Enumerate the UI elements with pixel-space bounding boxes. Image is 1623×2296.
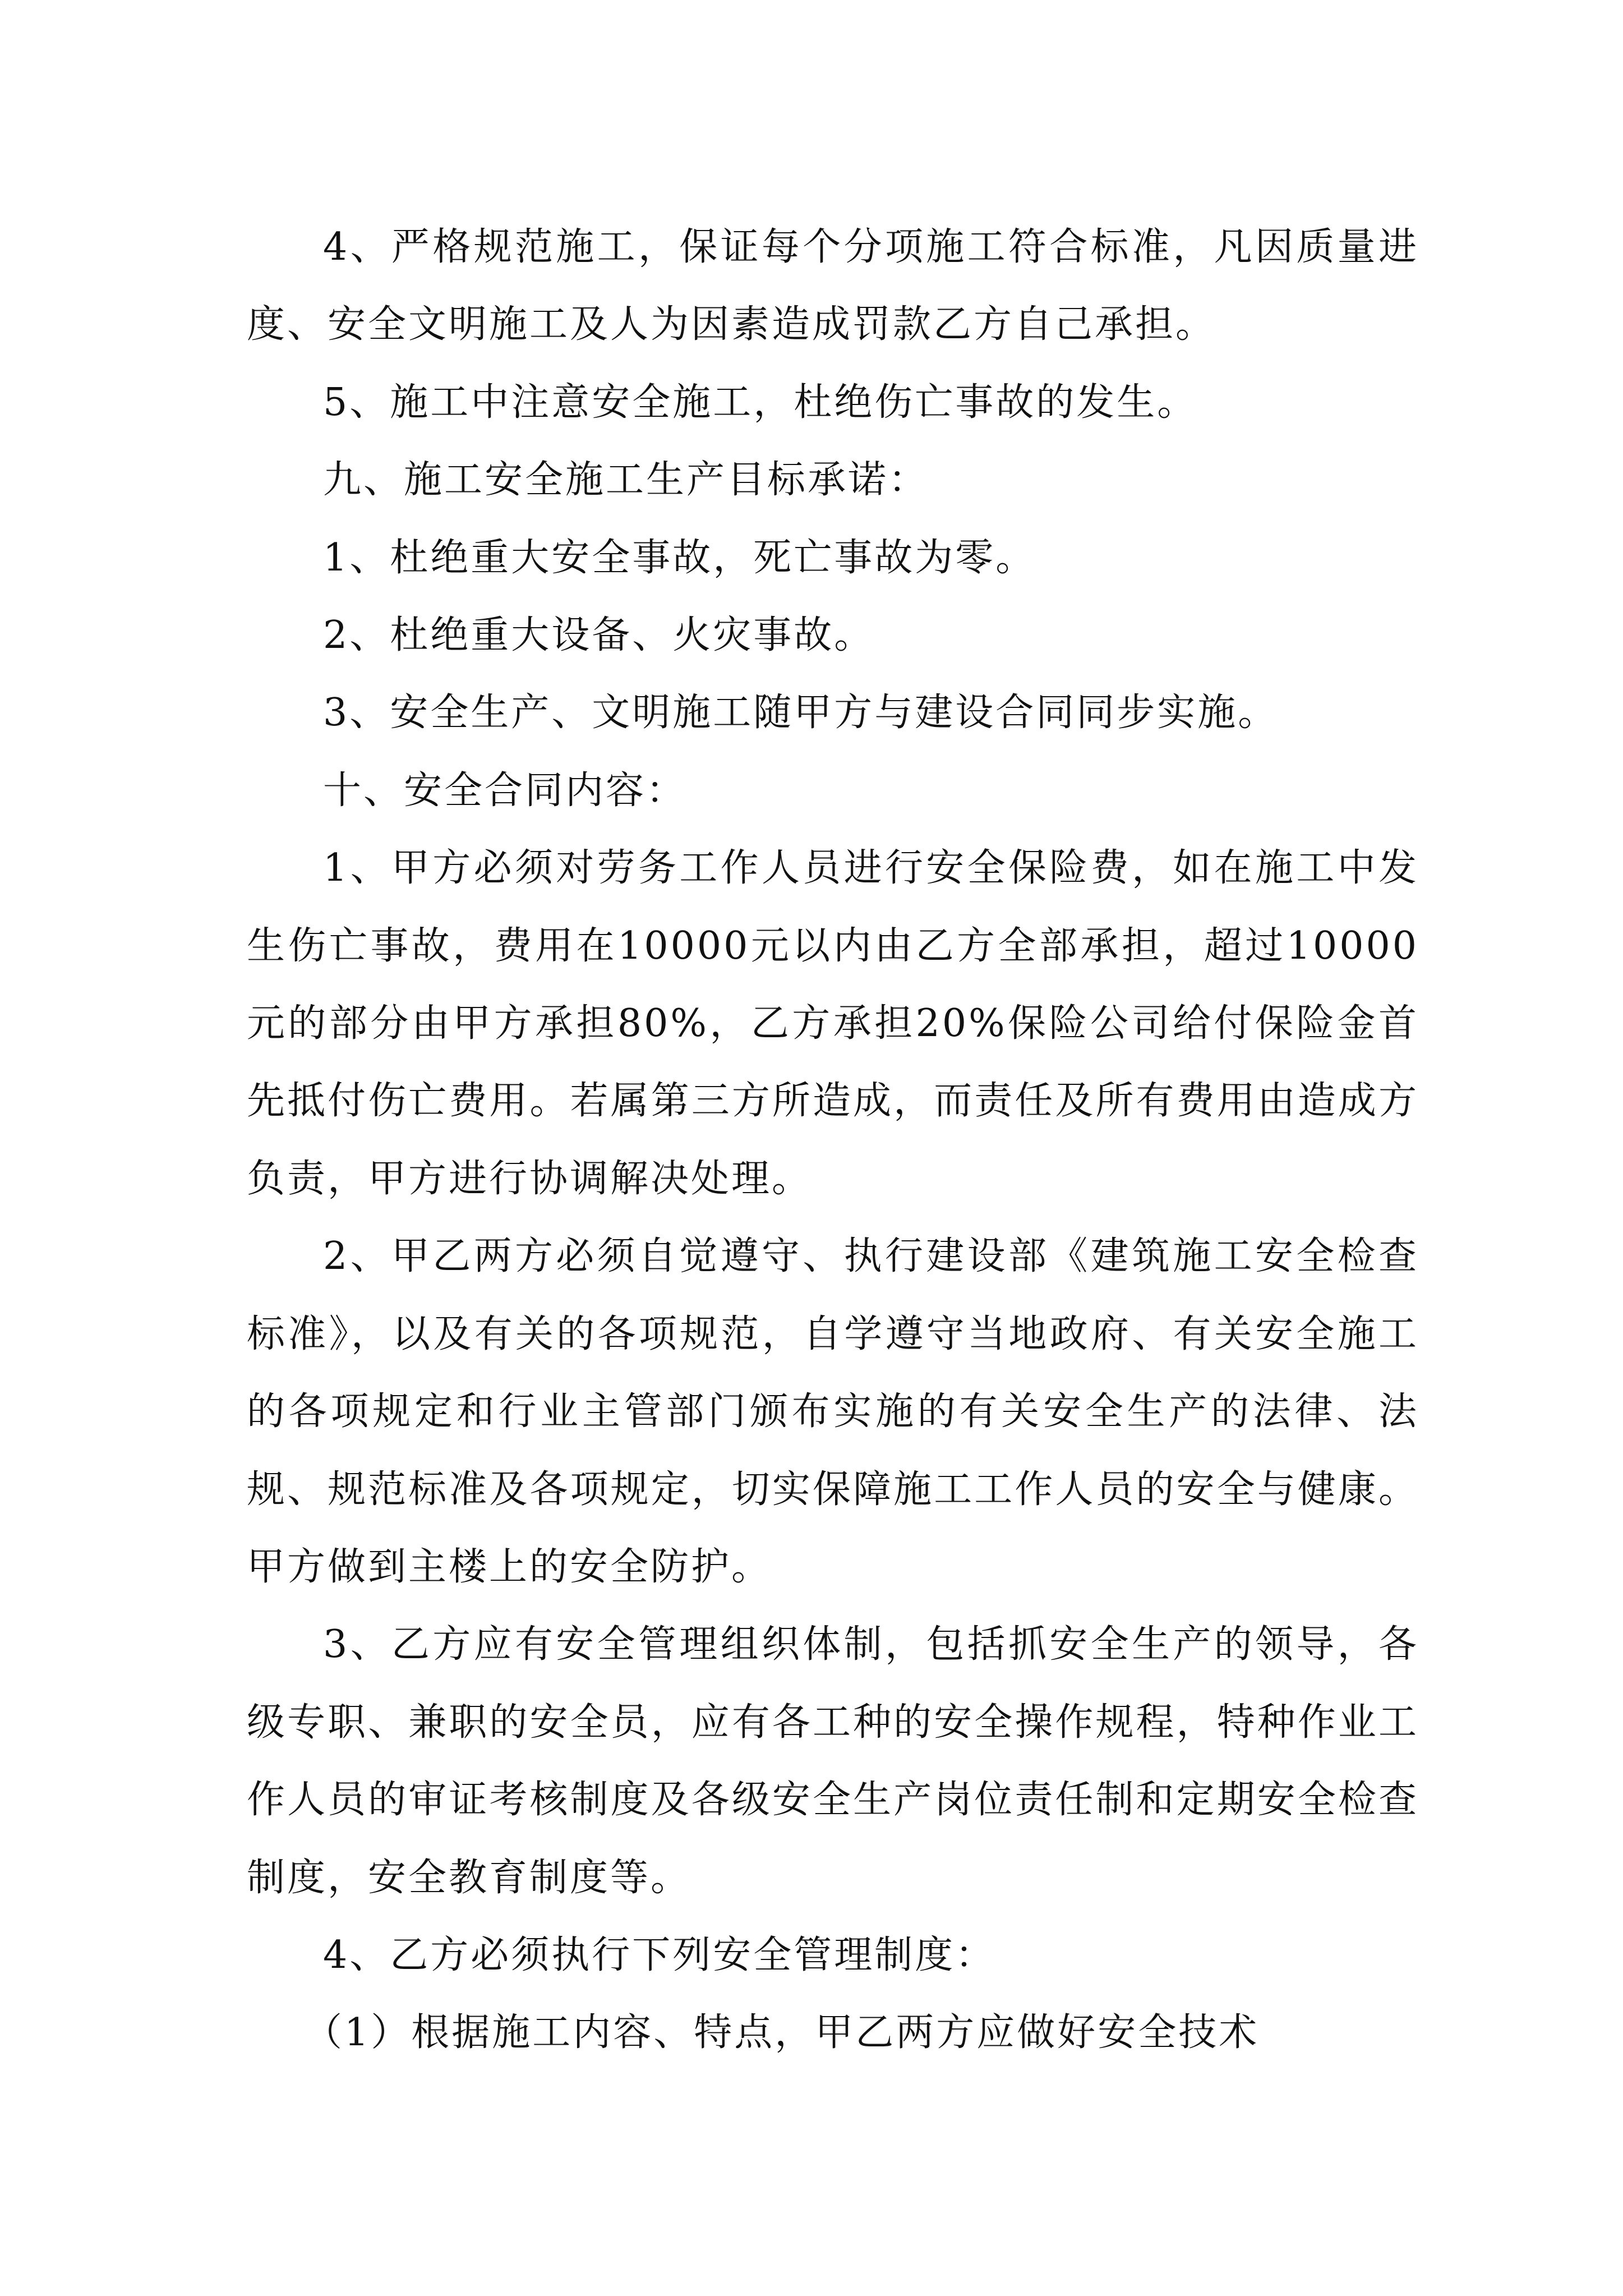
paragraph-technical-disclosure: （1）根据施工内容、特点，甲乙两方应做好安全技术 <box>304 2010 1260 2055</box>
paragraph-management-rules: 4、乙方必须执行下列安全管理制度： <box>323 1932 996 1977</box>
document-body <box>247 209 1419 2072</box>
section-heading-safety-contract: 十、安全合同内容： <box>323 768 687 813</box>
paragraph-goal-no-major-accidents: 1、杜绝重大安全事故，死亡事故为零。 <box>323 535 1036 580</box>
paragraph-quality-standards: 4、严格规范施工，保证每个分项施工符合标准，凡因质量进度、安全文明施工及人为因素造成罚款乙方自己承担。 <box>247 225 1419 347</box>
paragraph-goal-no-equipment-fire: 2、杜绝重大设备、火灾事故。 <box>323 613 875 658</box>
paragraph-compliance: 2、甲乙两方必须自觉遵守、执行建设部《建筑施工安全检查标准》，以及有关的各项规范，自学遵守当地政府、有关安全施工的各项规定和行业主管部门颁布实施的有关安全生产的法律、法规、规范标准及各项规定，切实保障施工工作人员的安全与健康。甲方做到主楼上的安全防护。 <box>247 1234 1419 1589</box>
paragraph-goal-synchronized: 3、安全生产、文明施工随甲方与建设合同同步实施。 <box>323 691 1279 735</box>
section-heading-safety-goals: 九、施工安全施工生产目标承诺： <box>323 458 929 503</box>
paragraph-management-system: 3、乙方应有安全管理组织体制，包括抓安全生产的领导，各级专职、兼职的安全员，应有各工种的安全操作规程，特种作业工作人员的审证考核制度及各级安全生产岗位责任制和定期安全检查制度，安全教育制度等。 <box>247 1622 1419 1900</box>
paragraph-safety-construction: 5、施工中注意安全施工，杜绝伤亡事故的发生。 <box>323 380 1198 425</box>
paragraph-insurance: 1、甲方必须对劳务工作人员进行安全保险费，如在施工中发生伤亡事故，费用在10000元以内由乙方全部承担，超过10000元的部分由甲方承担80%，乙方承担20%保险公司给付保险金首先抵付伤亡费用。若属第三方所造成，而责任及所有费用由造成方负责，甲方进行协调解决处理。 <box>247 846 1419 1201</box>
